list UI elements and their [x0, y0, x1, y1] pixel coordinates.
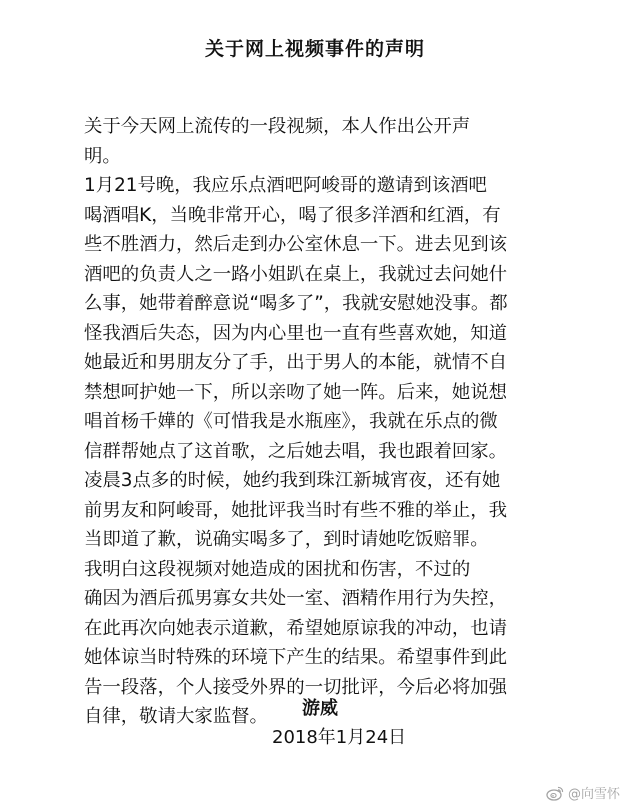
watermark-text: @向雪怀	[567, 787, 620, 802]
body-line: 关于今天网上流传的一段视频，本人作出公开声	[84, 116, 471, 137]
body-line: 怪我酒后失态，因为内心里也一直有些喜欢她，知道	[84, 322, 507, 344]
body-line: 1月21号晚，我应乐点酒吧阿峻哥的邀请到该酒吧	[84, 175, 487, 196]
body-line: 唱首杨千嬅的《可惜我是水瓶座》，我就在乐点的微	[84, 411, 498, 432]
body-line: 信群帮她点了这首歌，之后她去唱，我也跟着回家。	[84, 440, 507, 462]
body-line: 告一段落，个人接受外界的一切批评，今后必将加强	[84, 676, 507, 698]
body-line: 么事，她带着醉意说“喝多了”，我就安慰她没事。都	[84, 293, 508, 314]
body-line: 明。	[84, 145, 121, 167]
signature-name: 游威	[302, 698, 338, 719]
body-line: 些不胜酒力，然后走到办公室休息一下。进去见到该	[84, 234, 507, 255]
statement-body	[84, 112, 564, 732]
body-line: 在此再次向她表示道歉，希望她原谅我的冲动，也请	[84, 617, 507, 639]
body-line: 她体谅当时特殊的环境下产生的结果。希望事件到此	[84, 647, 507, 668]
body-line: 凌晨3点多的时候，她约我到珠江新城宵夜，还有她	[84, 470, 501, 491]
body-line: 前男友和阿峻哥，她批评我当时有些不雅的举止，我	[84, 499, 507, 521]
body-line: 当即道了歉，说确实喝多了，到时请她吃饭赔罪。	[84, 529, 489, 550]
body-line: 禁想呵护她一下，所以亲吻了她一阵。后来，她说想	[84, 381, 507, 403]
body-line: 酒吧的负责人之一路小姐趴在桌上，我就过去问她什	[84, 263, 507, 285]
statement-title: 关于网上视频事件的声明	[204, 38, 425, 60]
body-line: 喝酒唱K，当晚非常开心，喝了很多洋酒和红酒，有	[84, 204, 501, 226]
body-line: 她最近和男朋友分了手，出于男人的本能，就情不自	[84, 352, 507, 373]
weibo-watermark	[546, 783, 620, 802]
body-line: 确因为酒后孤男寡女共处一室、酒精作用行为失控，	[84, 588, 507, 609]
signature-date: 2018年1月24日	[272, 727, 407, 748]
body-line: 自律，敬请大家监督。	[84, 706, 268, 727]
weibo-icon	[546, 785, 564, 801]
body-line: 我明白这段视频对她造成的困扰和伤害，不过的	[84, 558, 471, 580]
